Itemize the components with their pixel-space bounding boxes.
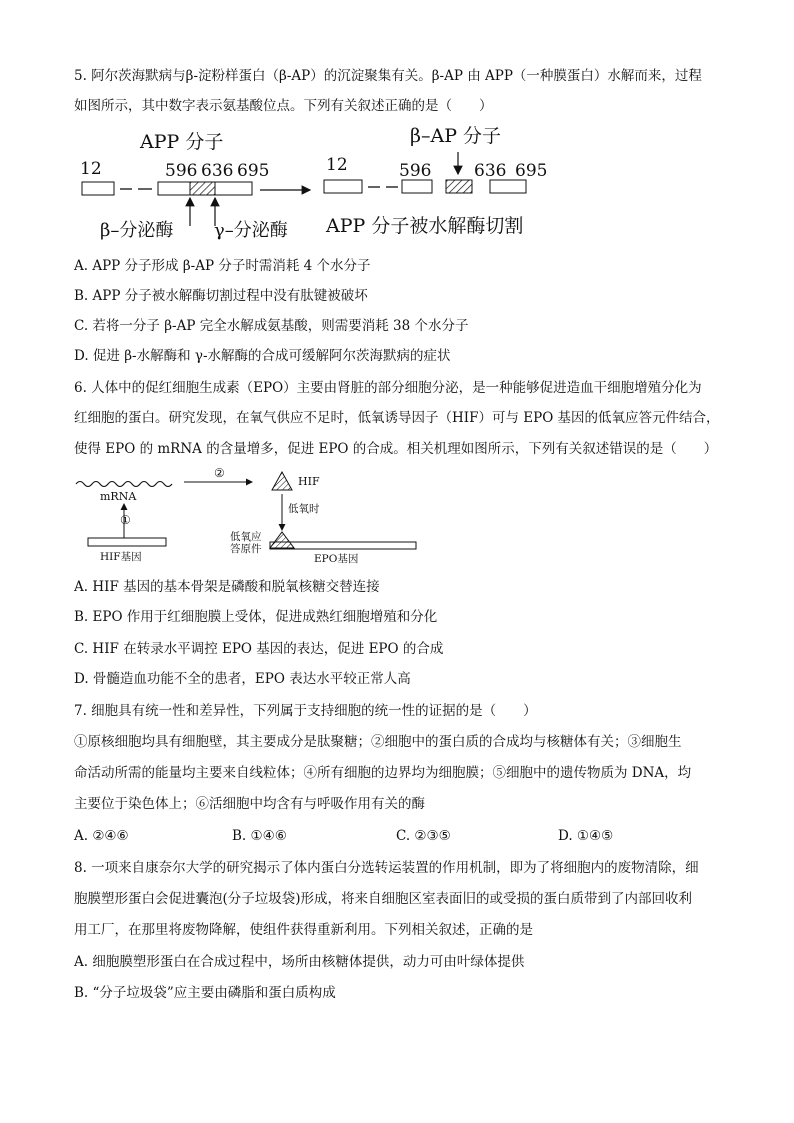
q5-app-segment-2 xyxy=(158,182,190,195)
q6-hre-label-2: 答原件 xyxy=(230,543,262,555)
q7-option-c: C. ②③⑤ xyxy=(396,828,451,844)
q6-bound-hif-triangle xyxy=(270,532,294,548)
q7-stem: 7. 细胞具有统一性和差异性，下列属于支持细胞的统一性的证据的是（ ） xyxy=(74,703,537,719)
q6-stem-line-1: 6. 人体中的促红细胞生成素（EPO）主要由肾脏的部分细胞分泌，是一种能够促进造血干细胞增殖分化为 xyxy=(74,380,702,396)
q7-statement-line-2: 命活动所需的能量均主要来自线粒体；④所有细胞的边界均为细胞膜；⑤细胞中的遗传物质为 DNA，均 xyxy=(74,765,692,781)
q5-gamma-enzyme-label: γ–分泌酶 xyxy=(214,220,288,241)
q5-fragment-3 xyxy=(490,180,526,193)
q6-figure xyxy=(74,466,424,570)
q5-app-segment-3 xyxy=(215,182,252,195)
q6-option-a: A. HIF 基因的基本骨架是磷酸和脱氧核糖交替连接 xyxy=(74,579,380,595)
q8-stem-line-1: 8. 一项来自康奈尔大学的研究揭示了体内蛋白分选转运装置的作用机制，即为了将细胞内的废物清除，细 xyxy=(74,860,699,876)
q6-hif-gene-bar xyxy=(88,538,166,546)
q5-app-segment-1 xyxy=(82,182,114,195)
q5-beta-ap-region xyxy=(190,182,215,195)
q5-right-site-636: 636 xyxy=(474,161,507,181)
q7-option-b: B. ①④⑥ xyxy=(232,828,287,844)
q6-hif-label: HIF xyxy=(298,475,320,488)
q5-right-site-596: 596 xyxy=(399,161,432,181)
q5-stem-line-2: 如图所示，其中数字表示氨基酸位点。下列有关叙述正确的是（ ） xyxy=(74,98,493,114)
q6-hre-label-1: 低氧应 xyxy=(230,531,262,543)
q6-stem-line-3: 使得 EPO 的 mRNA 的含量增多，促进 EPO 的合成。相关机理如图所示，下列有关叙述错误的是（ ） xyxy=(74,441,718,457)
q5-option-b: B. APP 分子被水解酶切割过程中没有肽键被破坏 xyxy=(74,288,368,304)
q6-hypoxia-label: 低氧时 xyxy=(288,503,320,515)
q6-mrna-label: mRNA xyxy=(100,490,137,503)
q7-option-a: A. ②④⑥ xyxy=(74,828,129,844)
q5-beta-enzyme-label: β–分泌酶 xyxy=(100,220,174,241)
q5-beta-ap-fragment xyxy=(446,180,472,193)
q8-option-b: B. “分子垃圾袋”应主要由磷脂和蛋白质构成 xyxy=(74,985,336,1001)
q6-mrna-strand xyxy=(76,482,172,487)
q5-right-site-695: 695 xyxy=(515,161,548,181)
q6-stem-line-2: 红细胞的蛋白。研究发现，在氧气供应不足时，低氧诱导因子（HIF）可与 EPO 基因的低氧应答元件结合， xyxy=(74,410,720,426)
q5-fragment-2 xyxy=(402,180,432,193)
q5-stem-line-1: 5. 阿尔茨海默病与β-淀粉样蛋白（β-AP）的沉淀聚集有关。β-AP 由 APP（一种膜蛋白）水解而来，过程 xyxy=(74,68,702,84)
q6-option-b: B. EPO 作用于红细胞膜上受体，促进成熟红细胞增殖和分化 xyxy=(74,609,438,625)
q5-figure xyxy=(74,122,574,246)
q6-option-d: D. 骨髓造血功能不全的患者，EPO 表达水平较正常人高 xyxy=(74,671,411,687)
q5-fragment-1 xyxy=(324,180,362,193)
q7-option-d: D. ①④⑤ xyxy=(558,828,614,844)
q5-caption: APP 分子被水解酶切割 xyxy=(326,215,524,237)
q8-option-a: A. 细胞膜塑形蛋白在合成过程中，场所由核糖体提供，动力可由叶绿体提供 xyxy=(74,954,525,970)
q7-statement-line-3: 主要位于染色体上；⑥活细胞中均含有与呼吸作用有关的酶 xyxy=(74,796,425,812)
q5-left-site-695: 695 xyxy=(237,161,270,181)
q5-option-a: A. APP 分子形成 β-AP 分子时需消耗 4 个水分子 xyxy=(74,258,371,274)
q5-left-site-12: 12 xyxy=(80,159,102,179)
q6-epo-gene-label: EPO基因 xyxy=(314,553,359,565)
q8-stem-line-3: 用工厂，在那里将废物降解，使组件获得重新利用。下列相关叙述，正确的是 xyxy=(74,922,533,938)
q6-option-c: C. HIF 在转录水平调控 EPO 基因的表达，促进 EPO 的合成 xyxy=(74,641,444,657)
q5-left-site-636: 636 xyxy=(201,161,234,181)
q5-right-site-12: 12 xyxy=(326,155,348,175)
q7-statement-line-1: ①原核细胞均具有细胞壁，其主要成分是肽聚糖；②细胞中的蛋白质的合成均与核糖体有关；③细胞生 xyxy=(74,734,682,750)
q6-step-2: ② xyxy=(214,466,225,480)
q5-left-site-596: 596 xyxy=(165,161,198,181)
q5-option-d: D. 促进 β-水解酶和 γ-水解酶的合成可缓解阿尔茨海默病的症状 xyxy=(74,348,451,364)
q5-left-title: APP 分子 xyxy=(140,131,224,153)
q6-hif-gene-label: HIF基因 xyxy=(100,551,142,563)
q8-stem-line-2: 胞膜塑形蛋白会促进囊泡(分子垃圾袋)形成，将来自细胞区室表面旧的或受损的蛋白质带到了内部回收利 xyxy=(74,891,693,907)
q6-step-1: ① xyxy=(120,513,131,527)
q6-hif-protein-triangle xyxy=(272,472,292,490)
q5-option-c: C. 若将一分子 β-AP 完全水解成氨基酸，则需要消耗 38 个水分子 xyxy=(74,318,469,334)
q5-right-title: β–AP 分子 xyxy=(410,125,502,147)
